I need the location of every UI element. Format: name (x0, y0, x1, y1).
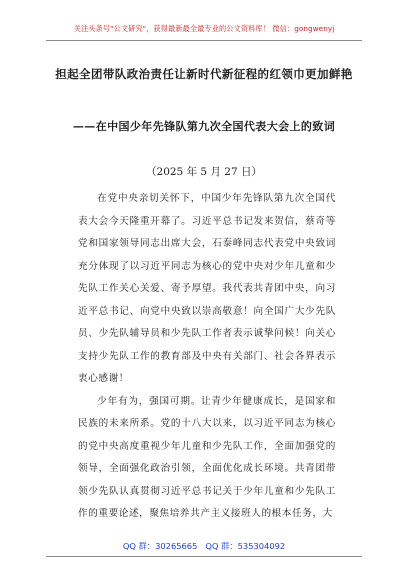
header-promo-text: 关注头条号"公文研究"，获得最新最全最专业的公文资料库！ 微信：gongwenyj (73, 24, 335, 33)
paragraph: 少年有为，强国可期。让青少年健康成长，是国家和民族的未来所系。党的十八大以来，以习近平同志为核心的党中央高度重视少年儿童和少先队工作，全面加强党的领导，全面强化政治引领，全面优化成长环境。共青团带领少先队认真贯彻习近平总书记关于少年儿童和少先队工作的重要论述，聚焦培养共产主义接班人的根本任务，大 (78, 395, 336, 519)
document-title: 担起全团带队政治责任让新时代新征程的红领巾更加鲜艳 (55, 67, 353, 81)
footer-divider (46, 556, 362, 557)
paragraph: 在党中央亲切关怀下，中国少年先锋队第九次全国代表大会今天隆重开幕了。习近平总书记发来贺信，蔡奇等党和国家领导同志出席大会，石泰峰同志代表党中央致词充分体现了以习近平同志为核心的党中央对少年儿童和少先队工作关心关爱、寄予厚望。我代表共青团中央，向习近平总书记、向党中央致以崇高敬意！向全国广大少先队员、少先队辅导员和少先队工作者表示诚挚问候！向关心支持少先队工作的教育部及中央有关部门、社会各界表示衷心感谢！ (78, 193, 336, 384)
header-divider (46, 40, 362, 41)
page-footer (0, 540, 408, 552)
footer-qq-group-1: QQ 群：30265665 (122, 541, 198, 551)
document-subtitle: ——在中国少年先锋队第九次全国代表大会上的致词 (72, 120, 336, 133)
document-body (78, 188, 336, 526)
document-date: （2025 年 5 月 27 日） (146, 166, 262, 178)
page-header (0, 0, 408, 42)
footer-qq-group-2: QQ 群：535304092 (205, 541, 286, 551)
